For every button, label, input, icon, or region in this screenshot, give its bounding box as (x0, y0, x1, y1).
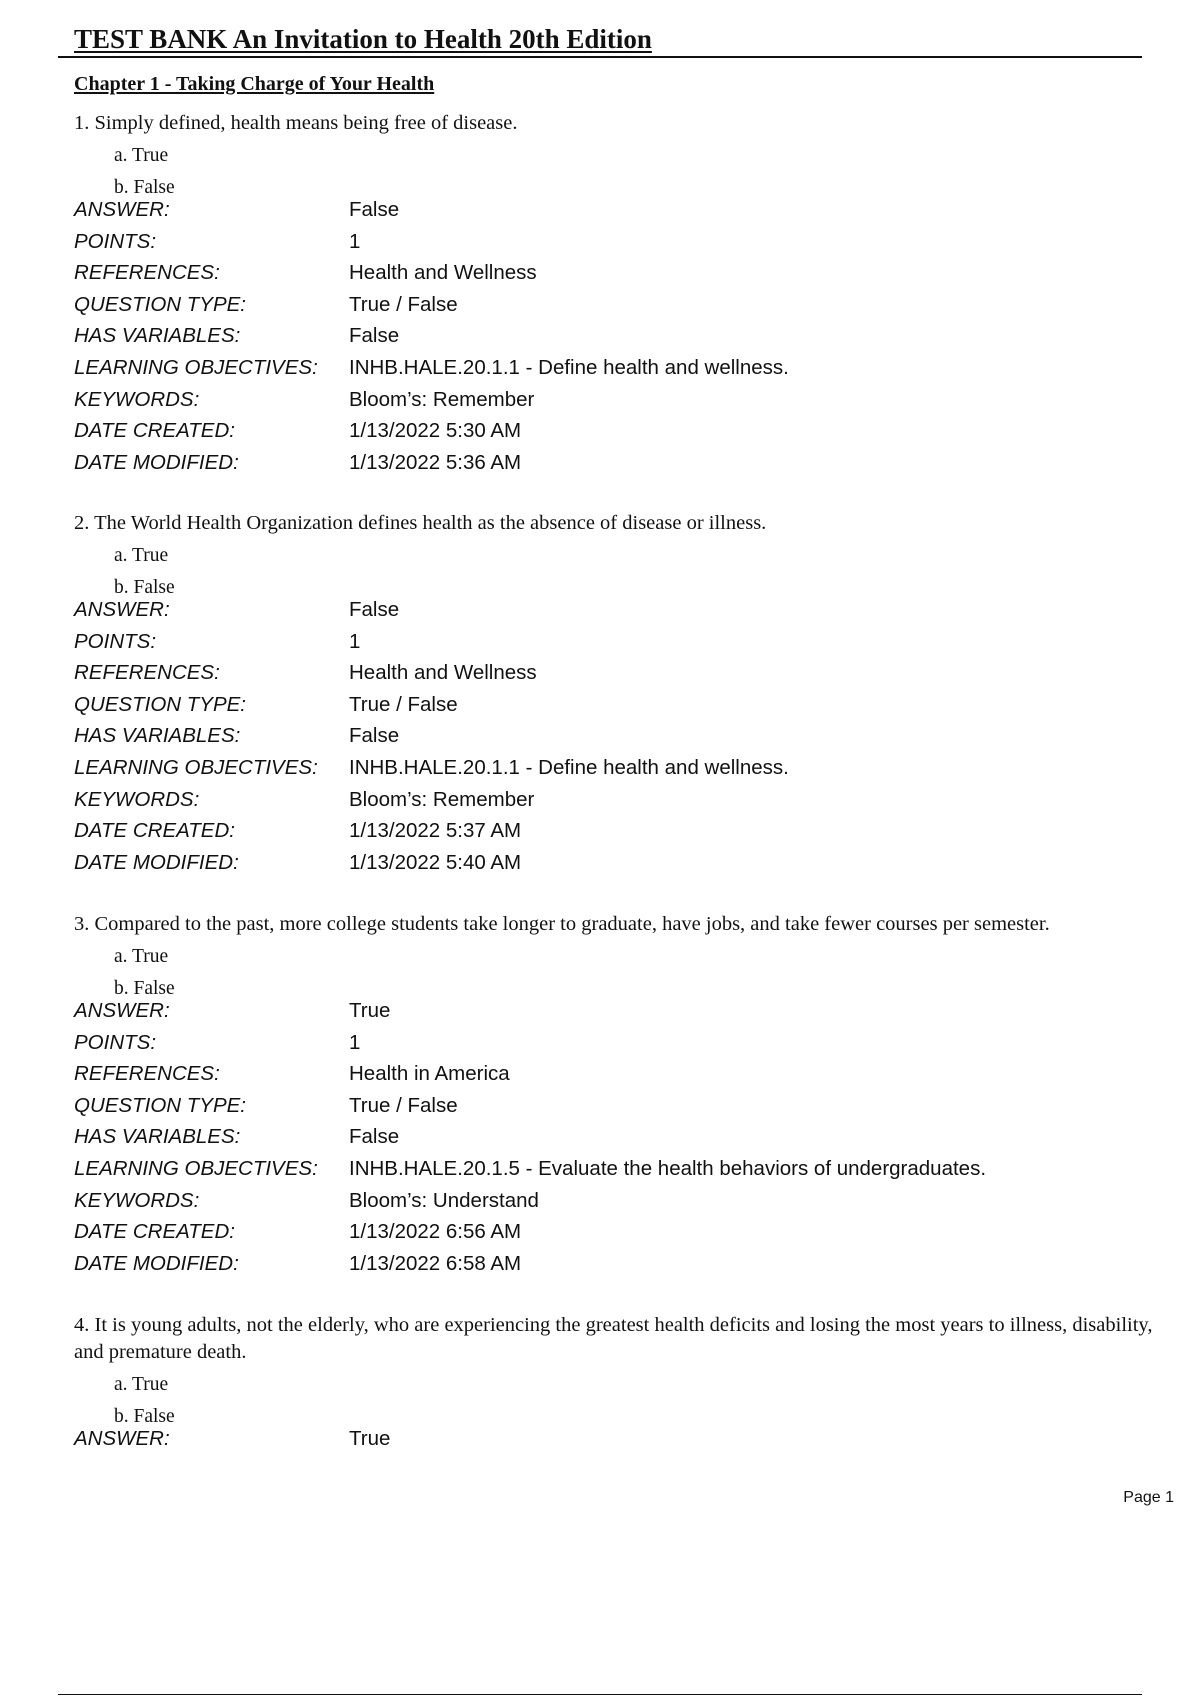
metadata-label: QUESTION TYPE: (74, 292, 246, 316)
footer-rule (58, 1694, 1142, 1695)
question-stem: 4. It is young adults, not the elderly, who are experiencing the greatest health deficits and losing the most years to illness, disability, and premature death. (74, 1314, 1153, 1363)
metadata-label: KEYWORDS: (74, 787, 200, 811)
metadata-value: 1/13/2022 5:30 AM (349, 419, 522, 443)
metadata-value: 1 (349, 229, 361, 253)
metadata-value: True (349, 1427, 391, 1450)
metadata-value: 1/13/2022 6:58 AM (349, 1251, 522, 1275)
metadata-value: Bloom’s: Remember (349, 387, 535, 411)
answer-choice: b. False (114, 177, 175, 198)
metadata-label: LEARNING OBJECTIVES: (74, 756, 318, 779)
metadata-value: False (349, 324, 400, 348)
metadata-label: POINTS: (74, 629, 157, 653)
metadata-label: ANSWER: (74, 598, 170, 621)
answer-choice: a. True (114, 1374, 169, 1395)
metadata-value: 1 (349, 1030, 361, 1054)
answer-choice: b. False (114, 978, 175, 999)
metadata-value: 1/13/2022 6:56 AM (349, 1220, 522, 1244)
metadata-label: DATE MODIFIED: (74, 450, 239, 474)
metadata-label: LEARNING OBJECTIVES: (74, 1157, 318, 1180)
metadata-label: KEYWORDS: (74, 387, 200, 411)
metadata-value: INHB.HALE.20.1.1 - Define health and wellness. (349, 356, 789, 379)
document-title: TEST BANK An Invitation to Health 20th Edition (74, 24, 652, 54)
metadata-label: DATE CREATED: (74, 819, 235, 843)
metadata-label: ANSWER: (74, 1427, 170, 1450)
metadata-value: False (349, 198, 400, 221)
page-number: Page 1 (1123, 1489, 1174, 1506)
metadata-value: False (349, 1125, 400, 1149)
metadata-value: True (349, 999, 391, 1022)
metadata-label: REFERENCES: (74, 1062, 220, 1086)
metadata-value: Bloom’s: Understand (349, 1188, 539, 1212)
metadata-label: POINTS: (74, 229, 157, 253)
answer-choice: a. True (114, 946, 169, 967)
answer-choice: a. True (114, 145, 169, 166)
metadata-value: True / False (349, 1093, 458, 1117)
metadata-label: DATE CREATED: (74, 419, 235, 443)
metadata-label: DATE MODIFIED: (74, 850, 239, 874)
metadata-label: LEARNING OBJECTIVES: (74, 356, 318, 379)
answer-choice: b. False (114, 577, 175, 598)
metadata-label: KEYWORDS: (74, 1188, 200, 1212)
chapter-heading: Chapter 1 - Taking Charge of Your Health (74, 73, 435, 95)
metadata-value: Bloom’s: Remember (349, 787, 535, 811)
metadata-label: REFERENCES: (74, 661, 220, 685)
metadata-label: DATE CREATED: (74, 1220, 235, 1244)
metadata-value: True / False (349, 292, 458, 316)
metadata-label: HAS VARIABLES: (74, 724, 241, 748)
metadata-value: INHB.HALE.20.1.5 - Evaluate the health behaviors of undergraduates. (349, 1157, 987, 1180)
metadata-value: True / False (349, 692, 458, 716)
metadata-value: Health and Wellness (349, 661, 537, 685)
question-stem: 1. Simply defined, health means being free of disease. (74, 112, 518, 134)
metadata-label: ANSWER: (74, 999, 170, 1022)
metadata-value: 1/13/2022 5:36 AM (349, 450, 522, 474)
metadata-label: QUESTION TYPE: (74, 692, 246, 716)
metadata-label: HAS VARIABLES: (74, 1125, 241, 1149)
metadata-value: False (349, 724, 400, 748)
question-stem: 2. The World Health Organization defines health as the absence of disease or illness. (74, 512, 767, 534)
metadata-value: 1 (349, 629, 361, 653)
question-stem: 3. Compared to the past, more college students take longer to graduate, have jobs, and take fewer courses per semester. (74, 913, 1050, 935)
metadata-label: HAS VARIABLES: (74, 324, 241, 348)
metadata-label: REFERENCES: (74, 261, 220, 285)
metadata-value: False (349, 598, 400, 621)
title-rule (58, 56, 1142, 58)
answer-choice: a. True (114, 545, 169, 566)
metadata-label: ANSWER: (74, 198, 170, 221)
metadata-value: 1/13/2022 5:37 AM (349, 819, 522, 843)
metadata-value: Health and Wellness (349, 261, 537, 285)
metadata-value: 1/13/2022 5:40 AM (349, 850, 522, 874)
metadata-label: QUESTION TYPE: (74, 1093, 246, 1117)
metadata-value: Health in America (349, 1062, 510, 1086)
metadata-label: DATE MODIFIED: (74, 1251, 239, 1275)
metadata-label: POINTS: (74, 1030, 157, 1054)
answer-choice: b. False (114, 1406, 175, 1427)
metadata-value: INHB.HALE.20.1.1 - Define health and wellness. (349, 756, 789, 779)
